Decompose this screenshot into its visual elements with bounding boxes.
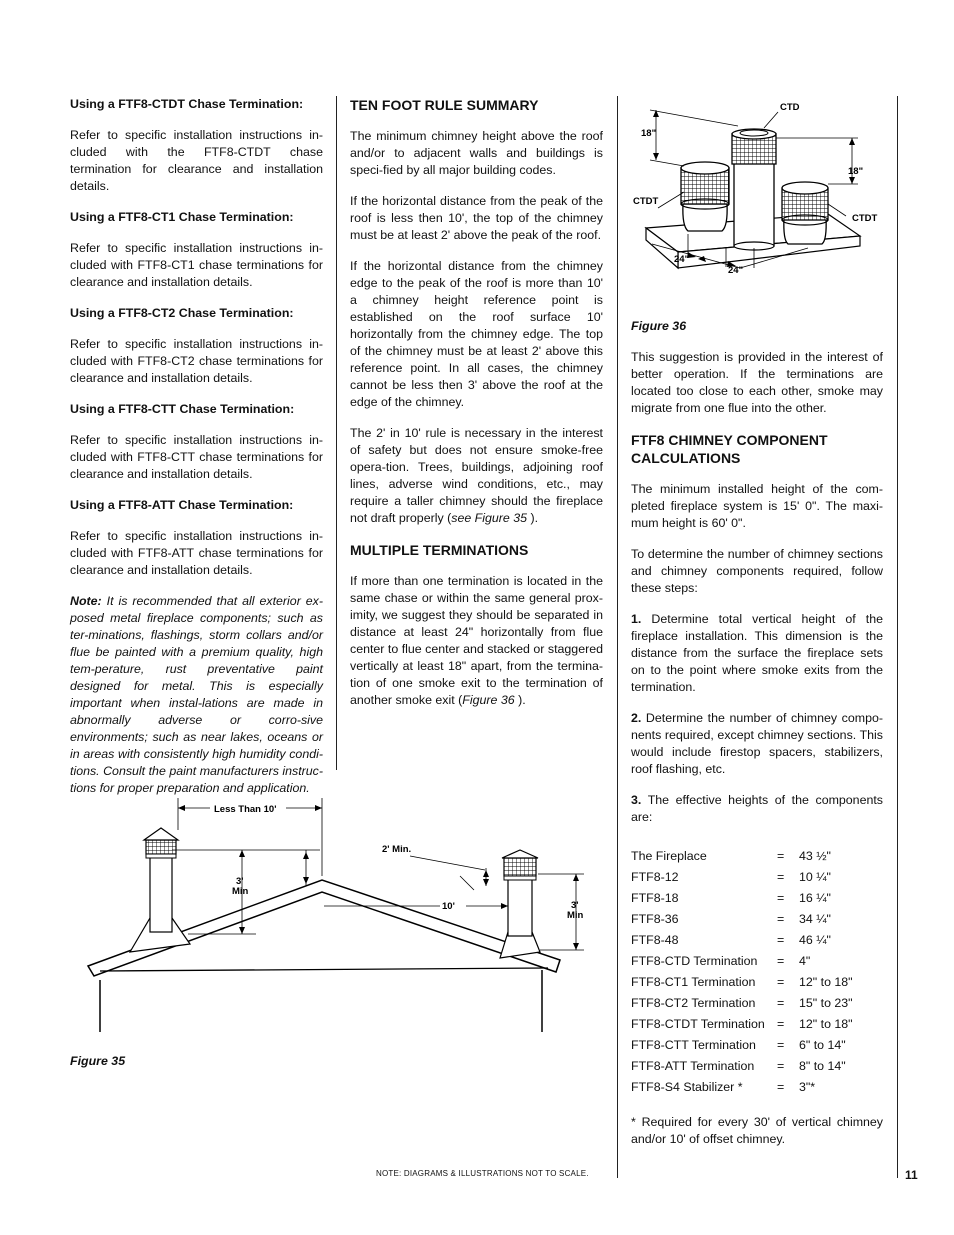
label-less-than-10: Less Than 10' xyxy=(214,804,277,815)
footer-note: NOTE: DIAGRAMS & ILLUSTRATIONS NOT TO SCALE. xyxy=(376,1169,589,1178)
column-right xyxy=(631,318,883,1162)
paragraph-determine: To determine the number of chimney sections and chimney components required, follow these steps: xyxy=(631,547,883,595)
paragraph-ct2: Refer to specific installation instructions in-cluded with FTF8-CT2 chase terminations for clearance and installation details. xyxy=(70,337,323,385)
equals-sign: = xyxy=(777,1059,785,1073)
ctdt-termination-right xyxy=(782,182,828,244)
ten-foot-rule-title: TEN FOOT RULE SUMMARY xyxy=(350,97,539,113)
heading-ctdt: Using a FTF8-CTDT Chase Termination: xyxy=(70,97,304,111)
column-divider-1 xyxy=(336,96,337,770)
note-text: It is recommended that all exterior ex-posed metal fireplace components; such as ter-minations, flashings, storm collars and/or flue be painted with a premium quality, high tem-perature, rust preventative paint designed for metal. This is especially important when instal-lations are made in abnormally adverse or corro-sive environments; such as near lakes, oceans or in areas with consistently high humidity condi-tions. Consult the paint manufacturers instruc-tions for proper preparation and application. xyxy=(70,594,323,795)
component-name: FTF8-48 xyxy=(631,933,679,947)
equals-sign: = xyxy=(777,870,785,884)
step-number: 2. xyxy=(631,711,642,725)
heading-ct1: Using a FTF8-CT1 Chase Termination: xyxy=(70,210,294,224)
step-text: Determine total vertical height of the fireplace installation. This dimension is the distance from the surface the fireplace sets on to the point where smoke exits from the termination. xyxy=(631,612,883,694)
figure-36-diagram xyxy=(628,96,890,296)
component-name: FTF8-36 xyxy=(631,912,679,926)
step-number: 1. xyxy=(631,612,642,626)
figure-36-reference: Figure 36 xyxy=(462,693,515,707)
heading-att: Using a FTF8-ATT Chase Termination: xyxy=(70,498,294,512)
label-10: 10' xyxy=(442,901,455,912)
ctdt-termination-left xyxy=(681,162,729,231)
label-24-b: 24" xyxy=(728,265,744,276)
paragraph-min-height: The minimum chimney height above the roof and/or to adjacent walls and buildings is speci-fied by all major building codes. xyxy=(350,129,603,177)
label-ctd: CTD xyxy=(780,102,800,113)
equals-sign: = xyxy=(777,933,785,947)
equals-sign: = xyxy=(777,912,785,926)
step-1 xyxy=(631,611,883,696)
label-24-a: 24" xyxy=(674,254,690,265)
component-name: FTF8-CTD Termination xyxy=(631,954,758,968)
multiple-terminations-title: MULTIPLE TERMINATIONS xyxy=(350,542,529,558)
dim-line xyxy=(650,160,684,166)
component-name: FTF8-CT2 Termination xyxy=(631,996,756,1010)
component-height: 8" to 14" xyxy=(799,1059,846,1073)
calculations-title: FTF8 CHIMNEY COMPONENT CALCULATIONS xyxy=(631,432,828,466)
component-name: FTF8-12 xyxy=(631,870,679,884)
text-part: ). xyxy=(514,693,526,707)
label-2-min: 2' Min. xyxy=(382,844,412,855)
label-min-left: Min xyxy=(232,886,249,897)
equals-sign: = xyxy=(777,954,785,968)
note-label: Note: xyxy=(70,594,102,608)
component-heights-table xyxy=(631,848,853,1100)
label-ctdt-right: CTDT xyxy=(852,213,878,224)
equals-sign: = xyxy=(777,1038,785,1052)
dim-line xyxy=(650,110,738,126)
figure-35-caption: Figure 35 xyxy=(70,1054,126,1068)
table-row xyxy=(631,932,853,953)
table-row xyxy=(631,995,853,1016)
component-height: 12" to 18" xyxy=(799,975,853,989)
step-3 xyxy=(631,792,883,826)
table-row xyxy=(631,1016,853,1037)
table-row xyxy=(631,953,853,974)
table-row xyxy=(631,1058,853,1079)
column-divider-3 xyxy=(897,96,898,1178)
paragraph-more-10: If the horizontal distance from the chimney edge to the peak of the roof is more than 10' a chimney height reference point is established on the roof surface 10' horizontally from the chimney edge. The top of the chimney must be at least 2' above this reference point. In all cases, the chimney cannot be less then 3' above the roof at the edge of the chimney. xyxy=(350,259,603,409)
component-name: FTF8-CT1 Termination xyxy=(631,975,756,989)
paragraph-min-installed: The minimum installed height of the com-pleted fireplace system is 15' 0". The maxi-mum height is 60' 0". xyxy=(631,482,883,530)
column-middle xyxy=(350,96,603,723)
step-text: The effective heights of the components are: xyxy=(631,793,883,824)
step-number: 3. xyxy=(631,793,642,807)
table-row xyxy=(631,1079,853,1100)
label-18-left: 18" xyxy=(641,128,657,139)
paragraph-2-in-10 xyxy=(350,425,603,527)
component-name: The Fireplace xyxy=(631,849,707,863)
heading-ctt: Using a FTF8-CTT Chase Termination: xyxy=(70,402,295,416)
label-min-right: Min xyxy=(567,910,584,921)
ctd-termination xyxy=(732,129,776,250)
text-part: If more than one termination is located in the same chase or within the same general prox-imity, we suggest they should be separated in distance at least 24" horizontally from flue center to flue center and stacked or staggered vertically at least 18" apart, from the termina-tion of one smoke exit to the termination of another smoke exit ( xyxy=(350,574,603,707)
page-number: 11 xyxy=(905,1168,918,1182)
column-divider-2 xyxy=(617,96,618,1178)
paragraph-att: Refer to specific installation instructions in-cluded with FTF8-ATT chase terminations for clearance and installation details. xyxy=(70,529,323,577)
equals-sign: = xyxy=(777,1080,785,1094)
table-row xyxy=(631,974,853,995)
table-row xyxy=(631,1037,853,1058)
table-row xyxy=(631,890,853,911)
step-2 xyxy=(631,710,883,778)
component-height: 34 ¼" xyxy=(799,912,831,926)
component-name: FTF8-CTDT Termination xyxy=(631,1017,765,1031)
paragraph-multiple xyxy=(350,573,603,709)
component-name: FTF8-ATT Termination xyxy=(631,1059,755,1073)
component-height: 6" to 14" xyxy=(799,1038,846,1052)
equals-sign: = xyxy=(777,849,785,863)
step-text: Determine the number of chimney compo-nents required, except chimney sections. This would include firestop spacers, stabilizers, roof flashing, etc. xyxy=(631,711,883,776)
table-row xyxy=(631,869,853,890)
equals-sign: = xyxy=(777,1017,785,1031)
component-height: 15" to 23" xyxy=(799,996,853,1010)
paint-note xyxy=(70,593,323,797)
label-3-right: 3' xyxy=(571,900,579,911)
right-chimney xyxy=(500,850,540,958)
component-height: 4" xyxy=(799,954,811,968)
component-name: FTF8-18 xyxy=(631,891,679,905)
label-3-left: 3' xyxy=(236,876,244,887)
label-ctdt-left: CTDT xyxy=(633,196,659,207)
column-left xyxy=(70,96,323,811)
figure-35-reference: see Figure 35 xyxy=(451,511,528,525)
paragraph-suggestion: This suggestion is provided in the interest of better operation. If the terminations are located too close to each other, smoke may migrate from one flue into the other. xyxy=(631,350,883,415)
component-name: FTF8-S4 Stabilizer * xyxy=(631,1080,743,1094)
component-height: 46 ¼" xyxy=(799,933,831,947)
label-18-right: 18" xyxy=(848,166,864,177)
equals-sign: = xyxy=(777,975,785,989)
paragraph-ctdt: Refer to specific installation instructions in-cluded with the FTF8-CTDT chase termination for clearance and installation details. xyxy=(70,128,323,193)
paragraph-ct1: Refer to specific installation instructions in-cluded with FTF8-CT1 chase terminations for clearance and installation details. xyxy=(70,241,323,289)
component-height: 3"* xyxy=(799,1080,816,1094)
equals-sign: = xyxy=(777,891,785,905)
component-name: FTF8-CTT Termination xyxy=(631,1038,756,1052)
table-row xyxy=(631,911,853,932)
heading-ct2: Using a FTF8-CT2 Chase Termination: xyxy=(70,306,294,320)
left-chimney xyxy=(130,828,190,952)
equals-sign: = xyxy=(777,996,785,1010)
table-row xyxy=(631,848,853,869)
footnote: * Required for every 30' of vertical chimney and/or 10' of offset chimney. xyxy=(631,1115,883,1146)
figure-36-caption: Figure 36 xyxy=(631,319,687,333)
paragraph-ctt: Refer to specific installation instructions in-cluded with FTF8-CTT chase terminations for clearance and installation details. xyxy=(70,433,323,481)
paragraph-less-10: If the horizontal distance from the peak of the roof is less then 10', the top of the chimney must be at least 2' above the peak of the roof. xyxy=(350,194,603,242)
text-part: ). xyxy=(527,511,539,525)
component-height: 16 ¼" xyxy=(799,891,831,905)
component-height: 10 ¼" xyxy=(799,870,831,884)
figure-35-diagram xyxy=(80,790,600,1040)
component-height: 43 ½" xyxy=(799,849,831,863)
component-height: 12" to 18" xyxy=(799,1017,853,1031)
text-part: The 2' in 10' rule is necessary in the interest of safety but does not ensure smoke-free opera-tion. Trees, buildings, adjoining roof lines, adverse wind conditions, etc., may require a taller chimney should the fireplace not draft properly ( xyxy=(350,426,603,525)
